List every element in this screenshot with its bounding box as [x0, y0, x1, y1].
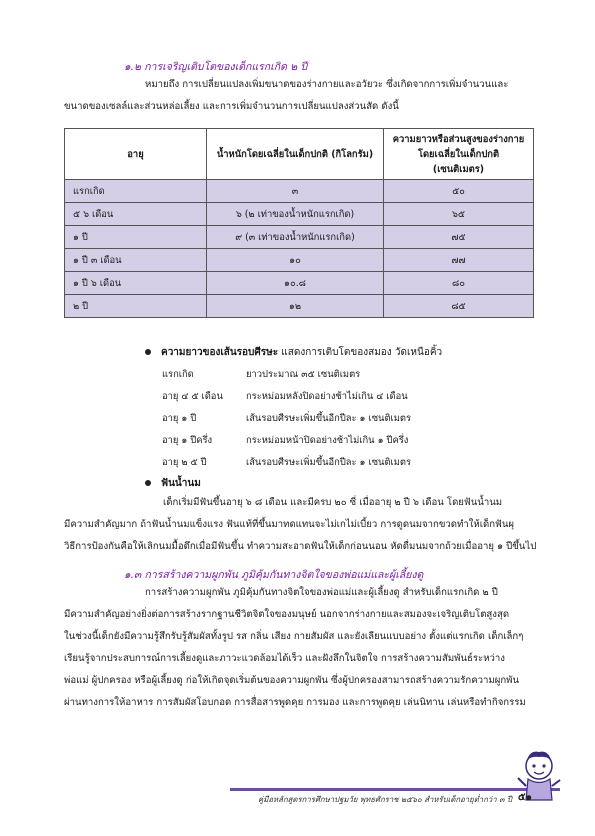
intro-line-2: ขนาดของเซลล์และส่วนหล่อเลี้ยง และการเพิ่มจำนวนการเปลี่ยนแปลงส่วนสัด ดังนี้	[64, 101, 399, 112]
table-cell-weight: ๑๐	[207, 249, 384, 272]
teeth-bullet	[145, 476, 201, 491]
head-circumference-title: ความยาวของเส้นรอบศีรษะ	[161, 347, 279, 358]
intro-line-1: หมายถึง การเปลี่ยนแปลงเพิ่มขนาดของร่างกายและอวัยวะ ซึ่งเกิดจากการเพิ่มจำนวนและ	[145, 79, 509, 90]
table-cell-weight: ๑๒	[207, 295, 384, 318]
head-circumference-desc: แสดงการเติบโตของสมอง วัดเหนือคิ้ว	[281, 347, 443, 358]
table-cell-height: ๘๐	[384, 272, 534, 295]
teeth-title: ฟันน้ำนม	[161, 478, 201, 489]
teeth-line-1: เด็กเริ่มมีฟันขึ้นอายุ ๖ ๘ เดือน และมีครบ ๒๐ ซี่ เมื่ออายุ ๒ ปี ๖ เดือน โดยฟันน้ำนม	[163, 497, 503, 508]
footer-text: คู่มือหลักสูตรการศึกษาปฐมวัย พุทธศักราช ๒๕๖๐ สำหรับเด็กอายุต่ำกว่า ๓ ปี	[258, 795, 512, 804]
head-circ-age: อายุ ๒ ๕ ปี	[162, 457, 207, 468]
head-circ-age: อายุ ๔ ๕ เดือน	[162, 391, 223, 402]
head-circ-text: เส้นรอบศีรษะเพิ่มขึ้นอีกปีละ ๑ เซนติเมตร	[246, 457, 412, 468]
growth-table	[64, 128, 534, 318]
table-header-height: ความยาวหรือส่วนสูงของร่างกาย โดยเฉลี่ยในเด็กปกติ (เซนติเมตร)	[384, 129, 534, 180]
bonding-line-3: ในช่วงนี้เด็กยังมีความรู้สึกรับรู้สัมผัสทั้งรูป รส กลิ่น เสียง กายสัมผัส และยังเลียนแบบอย่าง ตั้งแต่แรกเกิด เด็กเล็กๆ	[64, 631, 524, 642]
table-cell-height: ๕๐	[384, 180, 534, 203]
table-cell-weight: ๙ (๓ เท่าของน้ำหนักแรกเกิด)	[207, 226, 384, 249]
bonding-line-2: มีความสำคัญอย่างยิ่งต่อการสร้างรากฐานชีวิตจิตใจของมนุษย์ นอกจากร่างกายและสมองจะเจริญเติบโตสูงสุด	[64, 609, 510, 620]
bullet-dot-icon	[145, 349, 151, 355]
table-row	[65, 295, 534, 318]
table-cell-age: แรกเกิด	[65, 180, 207, 203]
section-heading-1-3: ๑.๓ การสร้างความผูกพัน ภูมิคุ้มกันทางจิตใจของพ่อแม่และผู้เลี้ยงดู	[124, 569, 424, 581]
table-header-row	[65, 129, 534, 180]
head-circ-text: เส้นรอบศีรษะเพิ่มขึ้นอีกปีละ ๑ เซนติเมตร	[246, 413, 412, 424]
table-cell-height: ๗๕	[384, 226, 534, 249]
head-circumference-bullet	[145, 345, 442, 360]
table-cell-age: ๑ ปี	[65, 226, 207, 249]
head-circ-age: อายุ ๑ ปีครึ่ง	[162, 435, 213, 446]
table-cell-weight: ๑๐.๘	[207, 272, 384, 295]
table-row	[65, 226, 534, 249]
page-number: ๕๑	[518, 792, 532, 803]
table-row	[65, 203, 534, 226]
teeth-line-3: วิธีการป้องกันคือให้เลิกนมมื้อดึกเมื่อมีฟันขึ้น ทำความสะอาดฟันให้เด็กก่อนนอน หัดดื่มนมจากถ้วยเมื่ออายุ ๑ ปีขึ้นไป	[64, 541, 537, 552]
head-circ-text: กระหม่อมหน้าปิดอย่างช้าไม่เกิน ๑ ปีครึ่ง	[246, 435, 409, 446]
table-cell-weight: ๓	[207, 180, 384, 203]
head-circ-age: อายุ ๑ ปี	[162, 413, 197, 424]
table-row	[65, 249, 534, 272]
head-circ-age: แรกเกิด	[162, 369, 194, 380]
table-cell-age: ๕ ๖ เดือน	[65, 203, 207, 226]
head-circ-text: กระหม่อมหลังปิดอย่างช้าไม่เกิน ๔ เดือน	[246, 391, 408, 402]
table-cell-age: ๑ ปี ๓ เดือน	[65, 249, 207, 272]
table-cell-height: ๗๗	[384, 249, 534, 272]
table-cell-age: ๒ ปี	[65, 295, 207, 318]
bonding-line-5: พ่อแม่ ผู้ปกครอง หรือผู้เลี้ยงดู ก่อให้เกิดจุดเริ่มต้นของความผูกพัน ซึ่งผู้ปกครองสามารถสร้างความรักความผูกพัน	[64, 675, 520, 686]
head-circ-text: ยาวประมาณ ๓๕ เซนติเมตร	[246, 369, 361, 380]
table-cell-height: ๘๕	[384, 295, 534, 318]
section-heading-1-2: ๑.๒ การเจริญเติบโตของเด็กแรกเกิด ๒ ปี	[124, 61, 308, 73]
bonding-line-1: การสร้างความผูกพัน ภูมิคุ้มกันทางจิตใจของพ่อแม่และผู้เลี้ยงดู สำหรับเด็กแรกเกิด ๒ ปี	[145, 587, 498, 598]
table-cell-age: ๑ ปี ๖ เดือน	[65, 272, 207, 295]
bullet-dot-icon	[145, 480, 151, 486]
bonding-line-6: ผ่านทางการให้อาหาร การสัมผัสโอบกอด การสื่อสารพูดคุย การมอง และการพูดคุย เล่นนิทาน เล่นหรือทำกิจกรรม	[64, 697, 526, 708]
table-header-weight: น้ำหนักโดยเฉลี่ยในเด็กปกติ (กิโลกรัม)	[207, 129, 384, 180]
teeth-line-2: มีความสำคัญมาก ถ้าฟันน้ำนมแข็งแรง ฟันแท้ที่ขึ้นมาทดแทนจะไม่เกไม่เบี้ยว การดูดนมจากขวดทำให้เด็กฟันผุ	[64, 519, 515, 530]
table-header-age: อายุ	[65, 129, 207, 180]
table-cell-height: ๖๕	[384, 203, 534, 226]
table-row	[65, 180, 534, 203]
bonding-line-4: เรียนรู้จากประสบการณ์การเลี้ยงดูและภาวะแวดล้อมได้เร็ว และฝังลึกในจิตใจ การสร้างความสัมพันธ์ระหว่าง	[64, 653, 505, 664]
table-cell-weight: ๖ (๒ เท่าของน้ำหนักแรกเกิด)	[207, 203, 384, 226]
table-row	[65, 272, 534, 295]
